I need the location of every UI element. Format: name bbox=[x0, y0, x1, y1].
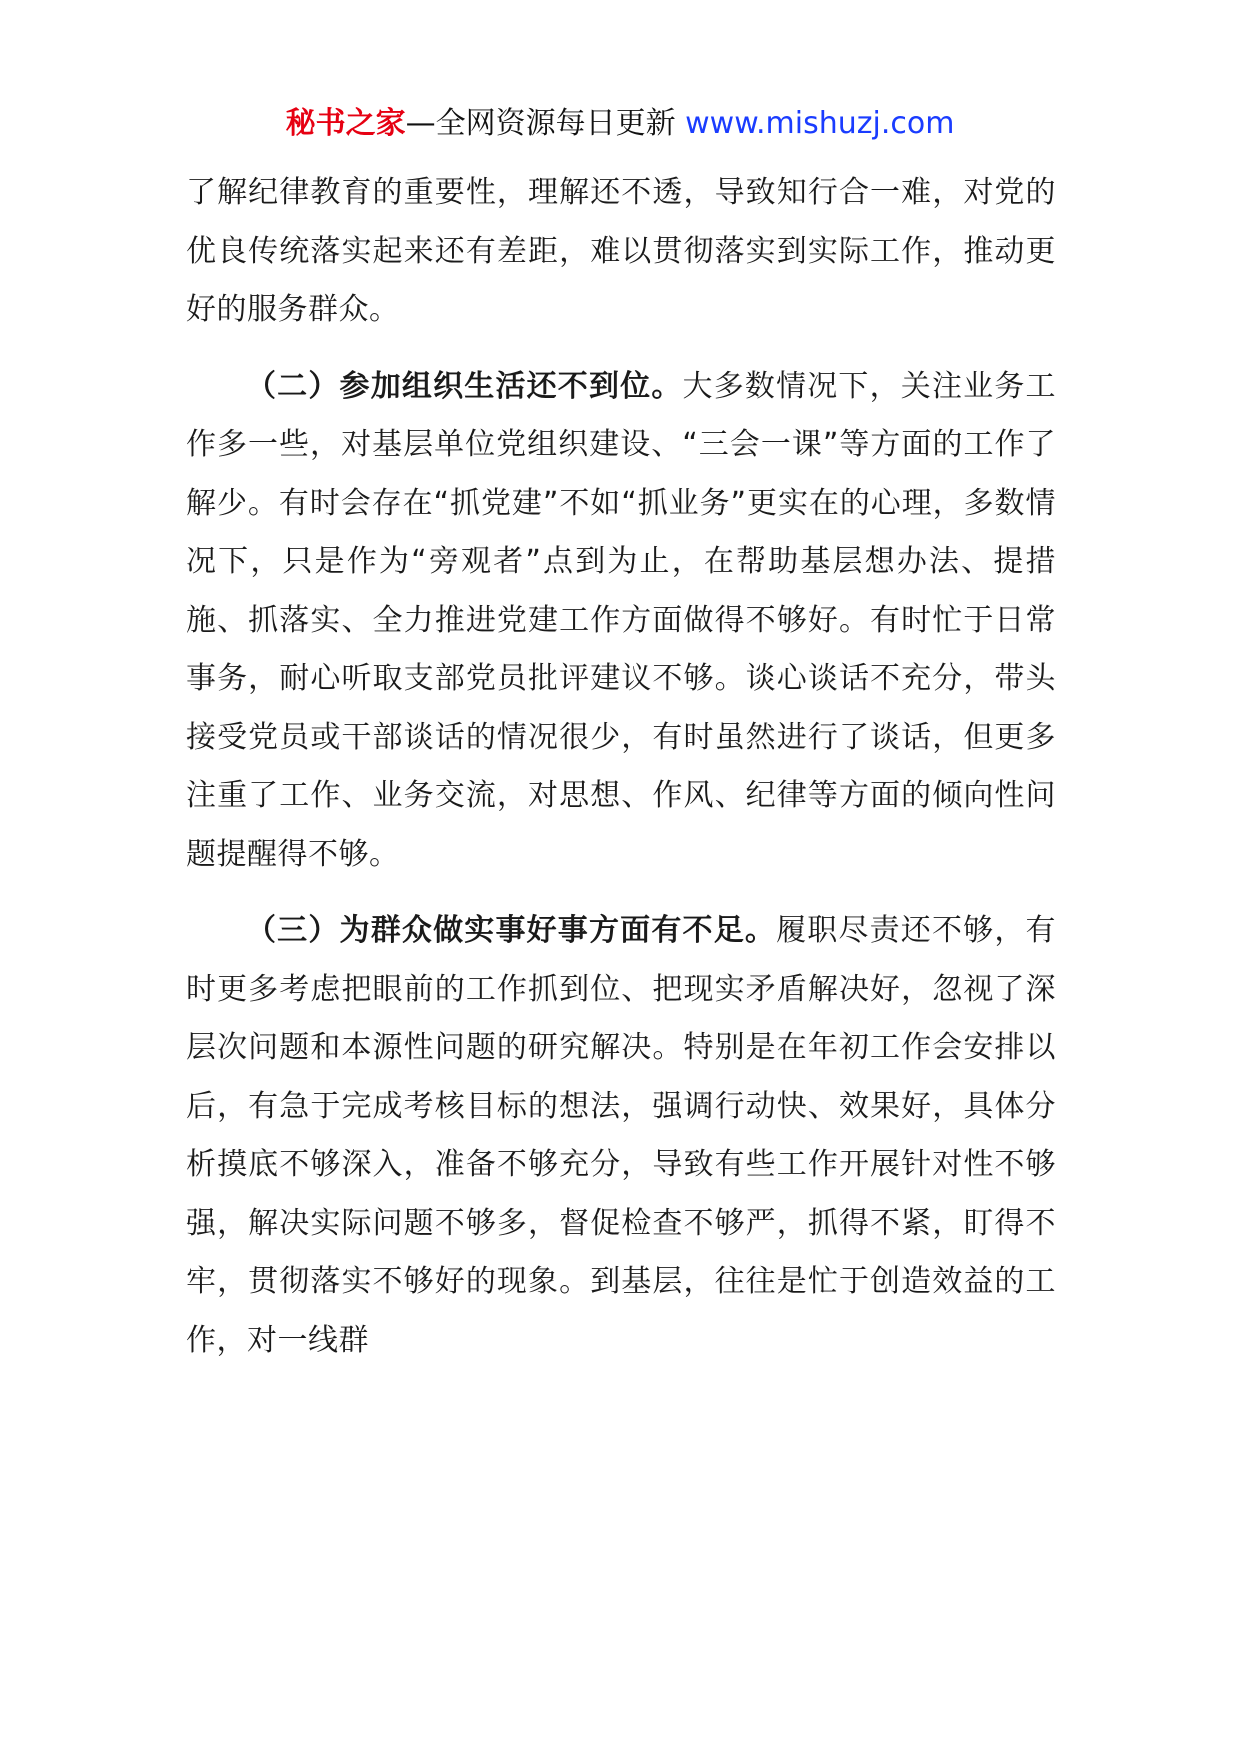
document-body bbox=[186, 164, 1056, 1370]
paragraph-section-3 bbox=[186, 902, 1056, 1370]
paragraph-text: 大多数情况下，关注业务工作多一些，对基层单位党组织建设、“三会一课”等方面的工作了解少。有时会存在“抓党建”不如“抓业务”更实在的心理，多数情况下，只是作为“旁观者”点到为止，在帮助基层想办法、提措施、抓落实、全力推进党建工作方面做得不够好。有时忙于日常事务，耐心听取支部党员批评建议不够。谈心谈话不充分，带头接受党员或干部谈话的情况很少，有时虽然进行了谈话，但更多注重了工作、业务交流，对思想、作风、纪律等方面的倾向性问题提醒得不够。 bbox=[186, 368, 1057, 872]
site-url-link[interactable]: www.mishuzj.com bbox=[685, 106, 955, 141]
section-heading: （三）为群众做实事好事方面有不足。 bbox=[246, 913, 777, 948]
paragraph-text: 了解纪律教育的重要性，理解还不透，导致知行合一难，对党的优良传统落实起来还有差距，难以贯彻落实到实际工作，推动更好的服务群众。 bbox=[186, 175, 1056, 327]
paragraph-continuation bbox=[186, 164, 1056, 340]
section-heading: （二）参加组织生活还不到位。 bbox=[246, 368, 683, 404]
site-header bbox=[0, 100, 1240, 148]
paragraph-text: 履职尽责还不够，有时更多考虑把眼前的工作抓到位、把现实矛盾解决好，忽视了深层次问题和本源性问题的研究解决。特别是在年初工作会安排以后，有急于完成考核目标的想法，强调行动快、效果好，具体分析摸底不够深入，准备不够充分，导致有些工作开展针对性不够强，解决实际问题不够多，督促检查不够严，抓得不紧，盯得不牢，贯彻落实不够好的现象。到基层，往往是忙于创造效益的工作，对一线群 bbox=[186, 913, 1057, 1358]
paragraph-section-2 bbox=[186, 358, 1056, 885]
brand-name: 秘书之家 bbox=[285, 106, 406, 141]
header-tagline: —全网资源每日更新 bbox=[405, 106, 676, 141]
